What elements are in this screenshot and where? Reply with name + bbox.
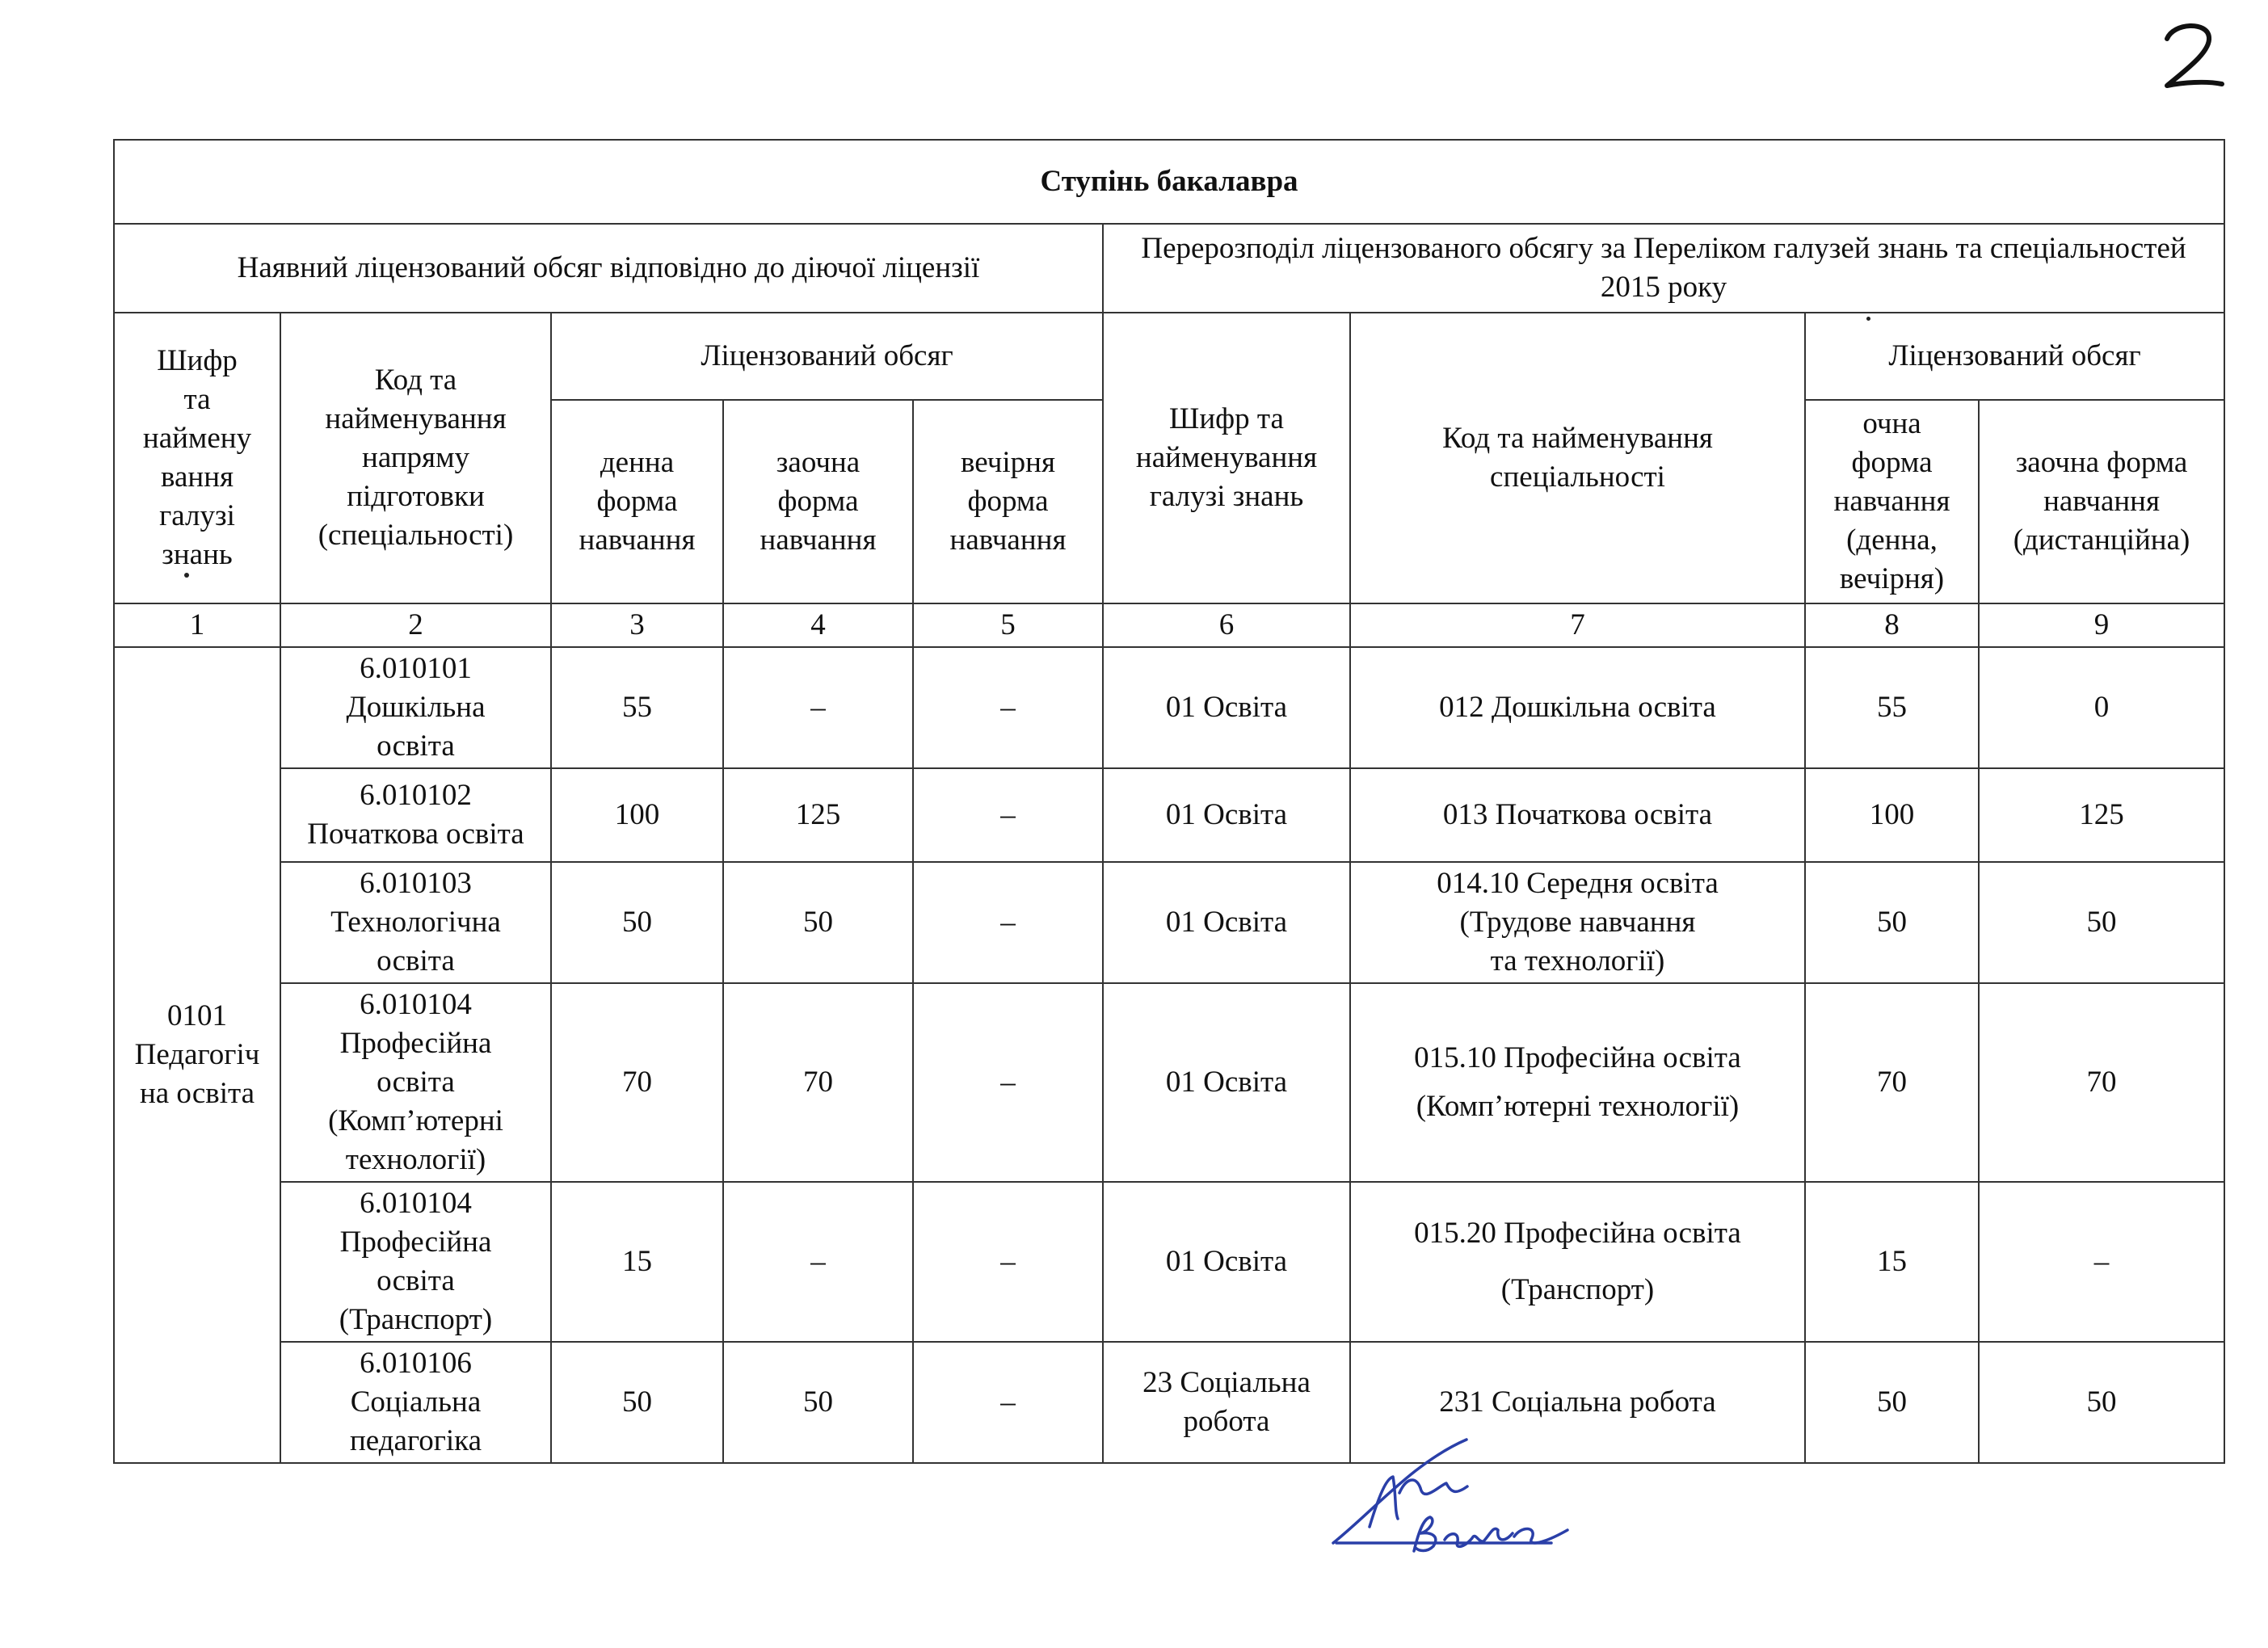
day-volume-cell: 70 <box>551 983 723 1182</box>
column-number: 2 <box>280 603 551 647</box>
column-number: 4 <box>723 603 913 647</box>
header-field-code-name: Шифр та наймену вання галузі знань <box>114 313 280 603</box>
table-row <box>114 862 2224 983</box>
direction-cell: 6.010104 Професійна освіта (Комп’ютерні технології) <box>280 983 551 1182</box>
evening-volume-cell: – <box>913 647 1103 768</box>
direction-cell: 6.010101 Дошкільна освіта <box>280 647 551 768</box>
evening-volume-cell: – <box>913 1342 1103 1463</box>
part-time-volume-cell: 125 <box>1979 768 2224 862</box>
header-specialty-code-name: Код та найменування спеціальності <box>1350 313 1805 603</box>
part-time-volume-cell: 0 <box>1979 647 2224 768</box>
column-number: 5 <box>913 603 1103 647</box>
column-number: 1 <box>114 603 280 647</box>
header-licensed-volume-new: Ліцензований обсяг <box>1805 313 2224 400</box>
column-number: 8 <box>1805 603 1979 647</box>
header-new-field-code-name: Шифр та найменування галузі знань <box>1103 313 1350 603</box>
direction-cell: 6.010106 Соціальна педагогіка <box>280 1342 551 1463</box>
field-of-knowledge-cell: 0101 Педагогіч на освіта <box>114 647 280 1463</box>
table-row <box>114 768 2224 862</box>
correspondence-volume-cell: 70 <box>723 983 913 1182</box>
part-time-volume-cell: 50 <box>1979 862 2224 983</box>
full-time-volume-cell: 70 <box>1805 983 1979 1182</box>
specialty-cell: 015.10 Професійна освіта (Комп’ютерні технології) <box>1350 983 1805 1182</box>
full-time-volume-cell: 55 <box>1805 647 1979 768</box>
specialty-cell: 015.20 Професійна освіта (Транспорт) <box>1350 1182 1805 1342</box>
new-field-cell: 01 Освіта <box>1103 862 1350 983</box>
new-field-cell: 01 Освіта <box>1103 983 1350 1182</box>
header-correspondence-form: заочна форма навчання <box>723 400 913 603</box>
full-time-volume-cell: 50 <box>1805 862 1979 983</box>
evening-volume-cell: – <box>913 1182 1103 1342</box>
evening-volume-cell: – <box>913 768 1103 862</box>
specialty-cell: 231 Соціальна робота <box>1350 1342 1805 1463</box>
table-row <box>114 1342 2224 1463</box>
header-licensed-volume-old: Ліцензований обсяг <box>551 313 1103 400</box>
new-field-cell: 01 Освіта <box>1103 1182 1350 1342</box>
column-number: 7 <box>1350 603 1805 647</box>
column-number: 9 <box>1979 603 2224 647</box>
signature <box>1325 1430 1592 1567</box>
direction-cell: 6.010102 Початкова освіта <box>280 768 551 862</box>
table-row <box>114 647 2224 768</box>
table-title: Ступінь бакалавра <box>114 140 2224 224</box>
correspondence-volume-cell: – <box>723 647 913 768</box>
full-time-volume-cell: 15 <box>1805 1182 1979 1342</box>
correspondence-volume-cell: – <box>723 1182 913 1342</box>
full-time-volume-cell: 100 <box>1805 768 1979 862</box>
direction-cell: 6.010103 Технологічна освіта <box>280 862 551 983</box>
day-volume-cell: 100 <box>551 768 723 862</box>
header-evening-form: вечірня форма навчання <box>913 400 1103 603</box>
day-volume-cell: 55 <box>551 647 723 768</box>
day-volume-cell: 15 <box>551 1182 723 1342</box>
correspondence-volume-cell: 125 <box>723 768 913 862</box>
column-number: 6 <box>1103 603 1350 647</box>
evening-volume-cell: – <box>913 983 1103 1182</box>
new-field-cell: 23 Соціальна робота <box>1103 1342 1350 1463</box>
header-direction-code-name: Код та найменування напряму підготовки (спеціальності) <box>280 313 551 603</box>
header-day-form: денна форма навчання <box>551 400 723 603</box>
scan-speck <box>184 573 189 578</box>
part-time-volume-cell: 50 <box>1979 1342 2224 1463</box>
correspondence-volume-cell: 50 <box>723 1342 913 1463</box>
part-time-volume-cell: – <box>1979 1182 2224 1342</box>
column-number: 3 <box>551 603 723 647</box>
specialty-cell: 014.10 Середня освіта (Трудове навчання та технології) <box>1350 862 1805 983</box>
handwritten-page-number <box>2156 18 2228 99</box>
correspondence-volume-cell: 50 <box>723 862 913 983</box>
full-time-volume-cell: 50 <box>1805 1342 1979 1463</box>
scan-speck <box>1866 317 1870 321</box>
header-part-time-form: заочна форма навчання (дистанційна) <box>1979 400 2224 603</box>
evening-volume-cell: – <box>913 862 1103 983</box>
part-time-volume-cell: 70 <box>1979 983 2224 1182</box>
licensed-volume-table <box>113 139 2225 1464</box>
direction-cell: 6.010104 Професійна освіта (Транспорт) <box>280 1182 551 1342</box>
new-field-cell: 01 Освіта <box>1103 647 1350 768</box>
group-header-redistribution: Перерозподіл ліцензованого обсягу за Переліком галузей знань та спеціальностей 2015 року <box>1103 224 2224 313</box>
new-field-cell: 01 Освіта <box>1103 768 1350 862</box>
table-row <box>114 1182 2224 1342</box>
group-header-existing: Наявний ліцензований обсяг відповідно до діючої ліцензії <box>114 224 1103 313</box>
header-full-time-form: очна форма навчання (денна, вечірня) <box>1805 400 1979 603</box>
table-row <box>114 983 2224 1182</box>
day-volume-cell: 50 <box>551 862 723 983</box>
day-volume-cell: 50 <box>551 1342 723 1463</box>
specialty-cell: 012 Дошкільна освіта <box>1350 647 1805 768</box>
specialty-cell: 013 Початкова освіта <box>1350 768 1805 862</box>
